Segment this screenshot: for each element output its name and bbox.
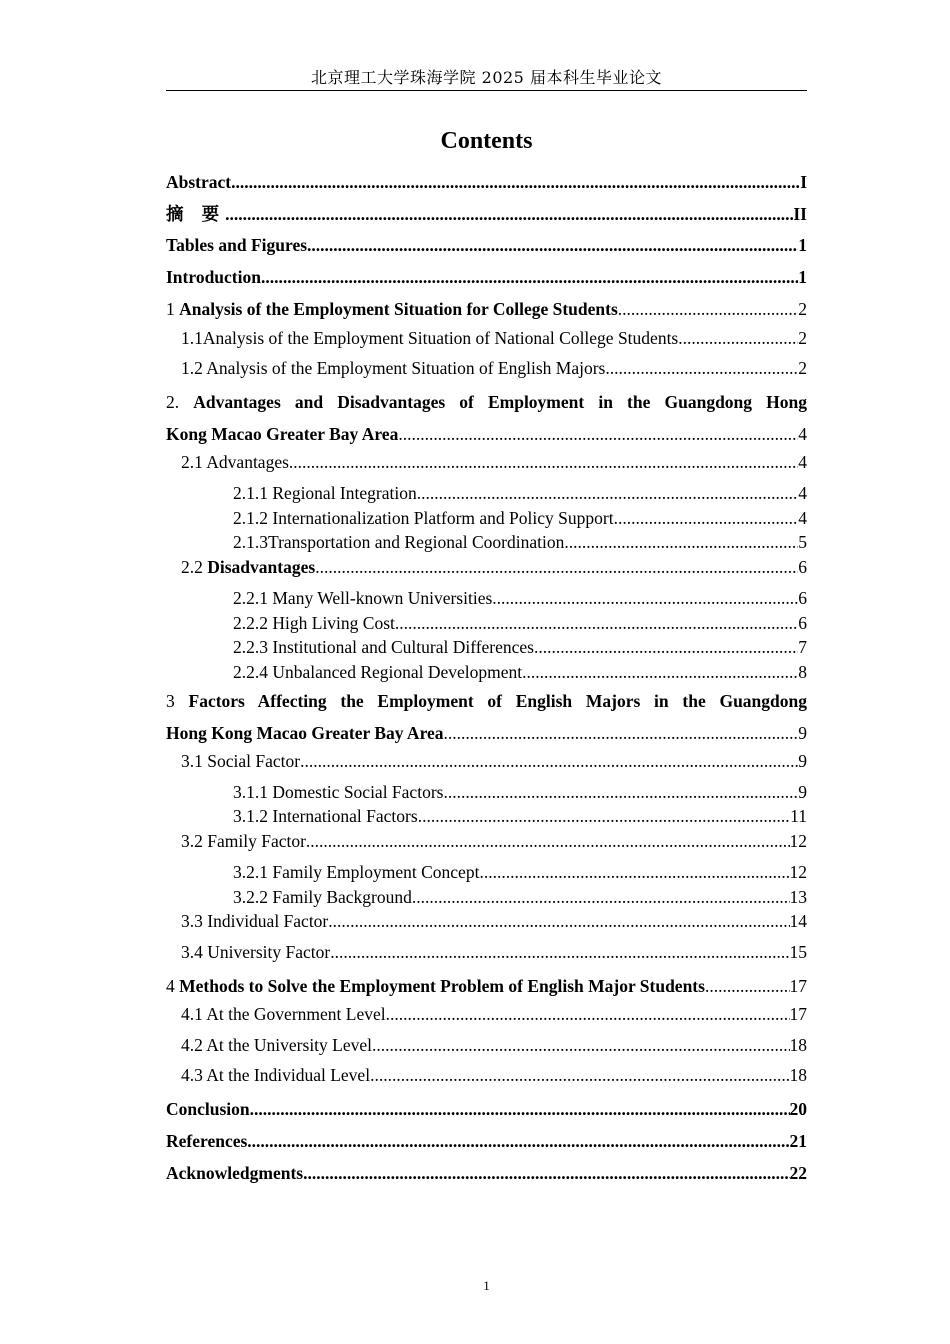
toc-entry-3-4[interactable] xyxy=(181,941,807,963)
toc-page-number: 7 xyxy=(798,637,807,657)
toc-entry-label: 3.2.1 Family Employment Concept xyxy=(233,862,480,882)
toc-entry-3-1-2[interactable] xyxy=(233,805,807,827)
toc-chapter-title: Advantages and Disadvantages of Employment in the Guangdong Hong xyxy=(193,392,808,412)
toc-entry-label xyxy=(166,975,705,997)
toc-entry-label: 1.1Analysis of the Employment Situation of National College Students xyxy=(181,328,679,348)
toc-entry-label: Tables and Figures xyxy=(166,235,308,255)
toc-chapter-title: Methods to Solve the Employment Problem of English Major Students xyxy=(179,976,705,996)
toc-page-number: 2 xyxy=(798,358,807,378)
toc-entry-label: 2.1.2 Internationalization Platform and Policy Support xyxy=(233,508,614,528)
toc-entry-label: 摘 要 xyxy=(166,205,226,225)
toc-entry-chapter-3-line-2[interactable] xyxy=(166,722,807,744)
toc-leader-dots xyxy=(225,203,793,225)
toc-page-number: 6 xyxy=(798,588,807,608)
toc-leader-dots xyxy=(444,722,799,744)
toc-entry-label: Acknowledgments xyxy=(166,1163,304,1183)
toc-entry-1-2[interactable] xyxy=(181,357,807,379)
toc-leader-dots xyxy=(564,531,798,553)
toc-chapter-title: Analysis of the Employment Situation for College Students xyxy=(179,299,618,319)
toc-leader-dots xyxy=(418,805,790,827)
toc-entry-3-2[interactable] xyxy=(181,830,807,852)
toc-page-number: 4 xyxy=(798,424,807,444)
toc-entry-label: 3.1 Social Factor xyxy=(181,751,301,771)
toc-page-number: 6 xyxy=(798,613,807,633)
toc-entry-introduction[interactable] xyxy=(166,266,807,288)
toc-page-number: 8 xyxy=(798,662,807,682)
toc-page-number: 22 xyxy=(789,1163,807,1183)
toc-entry-references[interactable] xyxy=(166,1130,807,1152)
toc-leader-dots xyxy=(330,941,789,963)
toc-leader-dots xyxy=(300,750,798,772)
toc-entry-2-2[interactable] xyxy=(181,556,807,578)
toc-leader-dots xyxy=(705,975,790,997)
toc-page-number: 4 xyxy=(798,508,807,528)
toc-entry-label xyxy=(181,556,315,578)
toc-page-number: 12 xyxy=(789,831,807,851)
toc-chapter-title-continued: Hong Kong Macao Greater Bay Area xyxy=(166,723,444,743)
toc-section-title: Disadvantages xyxy=(207,557,316,577)
toc-leader-dots xyxy=(605,357,798,379)
toc-leader-dots xyxy=(479,861,789,883)
toc-entry-label: 4.3 At the Individual Level xyxy=(181,1065,371,1085)
header-rule xyxy=(166,90,807,91)
toc-entry-label: 2.2.3 Institutional and Cultural Differences xyxy=(233,637,534,657)
toc-entry-label: 4.1 At the Government Level xyxy=(181,1004,386,1024)
toc-entry-abstract-zh[interactable] xyxy=(166,203,807,226)
toc-entry-3-3[interactable] xyxy=(181,910,807,932)
toc-page-number: 15 xyxy=(789,942,807,962)
toc-leader-dots xyxy=(678,327,798,349)
toc-page-number: I xyxy=(800,172,807,192)
toc-entry-3-2-1[interactable] xyxy=(233,861,807,883)
toc-entry-4-2[interactable] xyxy=(181,1034,807,1056)
toc-entry-2-1-2[interactable] xyxy=(233,507,807,529)
toc-entry-label: 2.2.1 Many Well-known Universities xyxy=(233,588,493,608)
toc-entry-label: 3.3 Individual Factor xyxy=(181,911,329,931)
toc-chapter-number: 2. xyxy=(166,392,180,412)
toc-entry-label: 1.2 Analysis of the Employment Situation of English Majors xyxy=(181,358,606,378)
toc-page-number: 14 xyxy=(789,911,807,931)
running-header: 北京理工大学珠海学院 2025 届本科生毕业论文 xyxy=(311,68,662,87)
toc-leader-dots xyxy=(306,830,790,852)
toc-entry-label: Abstract xyxy=(166,172,232,192)
toc-page-number: 17 xyxy=(789,976,807,996)
toc-leader-dots xyxy=(417,482,799,504)
toc-entry-tables-figures[interactable] xyxy=(166,234,807,256)
toc-chapter-title-continued: Kong Macao Greater Bay Area xyxy=(166,424,399,444)
toc-entry-chapter-4[interactable] xyxy=(166,975,807,997)
toc-entry-label: Introduction xyxy=(166,267,261,287)
toc-entry-label: 3.1.2 International Factors xyxy=(233,806,418,826)
toc-page-number: 2 xyxy=(798,299,807,319)
toc-leader-dots xyxy=(492,587,798,609)
toc-page-number: 9 xyxy=(798,751,807,771)
toc-page-number: 11 xyxy=(790,806,807,826)
toc-leader-dots xyxy=(443,781,798,803)
toc-entry-chapter-2-line-1[interactable] xyxy=(166,391,807,413)
page-title: Contents xyxy=(440,128,533,154)
toc-chapter-number: 4 xyxy=(166,976,180,996)
toc-entry-label: 3.2.2 Family Background xyxy=(233,887,412,907)
toc-entry-label: References xyxy=(166,1131,248,1151)
toc-leader-dots xyxy=(534,636,798,658)
toc-page-number: 18 xyxy=(789,1035,807,1055)
toc-leader-dots xyxy=(289,451,798,473)
toc-page-number: 4 xyxy=(798,452,807,472)
toc-page-number: 12 xyxy=(789,862,807,882)
toc-page-number: 9 xyxy=(798,723,807,743)
toc-leader-dots xyxy=(395,612,798,634)
toc-page-number: 1 xyxy=(798,267,807,287)
toc-entry-label: 2.1.3Transportation and Regional Coordination xyxy=(233,532,565,552)
toc-page-number: 13 xyxy=(789,887,807,907)
toc-entry-label: 3.1.1 Domestic Social Factors xyxy=(233,782,444,802)
toc-leader-dots xyxy=(315,556,798,578)
toc-leader-dots xyxy=(412,886,790,908)
toc-entry-label: 2.2.2 High Living Cost xyxy=(233,613,395,633)
toc-leader-dots xyxy=(247,1130,789,1152)
toc-entry-chapter-2-line-2[interactable] xyxy=(166,423,807,445)
toc-entry-acknowledgments[interactable] xyxy=(166,1162,807,1184)
toc-entry-label: Conclusion xyxy=(166,1099,250,1119)
toc-page-number: 6 xyxy=(798,557,807,577)
toc-page-number: 21 xyxy=(789,1131,807,1151)
toc-entry-label xyxy=(166,298,618,320)
toc-entry-label: 3.2 Family Factor xyxy=(181,831,306,851)
toc-entry-3-1-1[interactable] xyxy=(233,781,807,803)
toc-entry-4-3[interactable] xyxy=(181,1064,807,1086)
toc-entry-label: 3.4 University Factor xyxy=(181,942,331,962)
toc-leader-dots xyxy=(372,1034,789,1056)
toc-leader-dots xyxy=(261,266,798,288)
toc-entry-label: 2.1.1 Regional Integration xyxy=(233,483,417,503)
toc-leader-dots xyxy=(307,234,798,256)
toc-entry-2-1-3[interactable] xyxy=(233,531,807,553)
toc-entry-chapter-1[interactable] xyxy=(166,298,807,320)
toc-entry-2-2-2[interactable] xyxy=(233,612,807,634)
toc-entry-1-1[interactable] xyxy=(181,327,807,349)
toc-leader-dots xyxy=(231,171,800,193)
toc-page-number: II xyxy=(793,204,807,224)
toc-chapter-number: 3 xyxy=(166,691,175,711)
toc-leader-dots xyxy=(398,423,798,445)
toc-entry-chapter-3-line-1[interactable] xyxy=(166,690,807,712)
toc-leader-dots xyxy=(370,1064,789,1086)
toc-chapter-title: Factors Affecting the Employment of English Majors in the Guangdong xyxy=(188,691,807,711)
toc-leader-dots xyxy=(328,910,789,932)
toc-entry-label: 2.2.4 Unbalanced Regional Development xyxy=(233,662,523,682)
toc-entry-2-1-1[interactable] xyxy=(233,482,807,504)
toc-entry-conclusion[interactable] xyxy=(166,1098,807,1120)
toc-leader-dots xyxy=(386,1003,790,1025)
toc-entry-label: 4.2 At the University Level xyxy=(181,1035,373,1055)
toc-entry-4-1[interactable] xyxy=(181,1003,807,1025)
toc-page-number: 9 xyxy=(798,782,807,802)
toc-entry-3-2-2[interactable] xyxy=(233,886,807,908)
toc-page-number: 2 xyxy=(798,328,807,348)
toc-entry-abstract[interactable] xyxy=(166,171,807,193)
toc-section-number: 2.2 xyxy=(181,557,208,577)
toc-leader-dots xyxy=(303,1162,789,1184)
toc-page-number: 4 xyxy=(798,483,807,503)
toc-entry-2-1[interactable] xyxy=(181,451,807,473)
toc-chapter-number: 1 xyxy=(166,299,180,319)
page-number-footer: 1 xyxy=(483,1278,490,1293)
toc-leader-dots xyxy=(618,298,798,320)
toc-leader-dots xyxy=(614,507,799,529)
toc-entry-3-1[interactable] xyxy=(181,750,807,772)
toc-page-number: 1 xyxy=(798,235,807,255)
toc-entry-2-2-4[interactable] xyxy=(233,661,807,683)
toc-leader-dots xyxy=(522,661,798,683)
toc-page-number: 18 xyxy=(789,1065,807,1085)
toc-entry-label: 2.1 Advantages xyxy=(181,452,289,472)
toc-leader-dots xyxy=(250,1098,790,1120)
toc-page-number: 5 xyxy=(798,532,807,552)
toc-page-number: 20 xyxy=(789,1099,807,1119)
toc-entry-2-2-1[interactable] xyxy=(233,587,807,609)
toc-page-number: 17 xyxy=(789,1004,807,1024)
toc-entry-2-2-3[interactable] xyxy=(233,636,807,658)
